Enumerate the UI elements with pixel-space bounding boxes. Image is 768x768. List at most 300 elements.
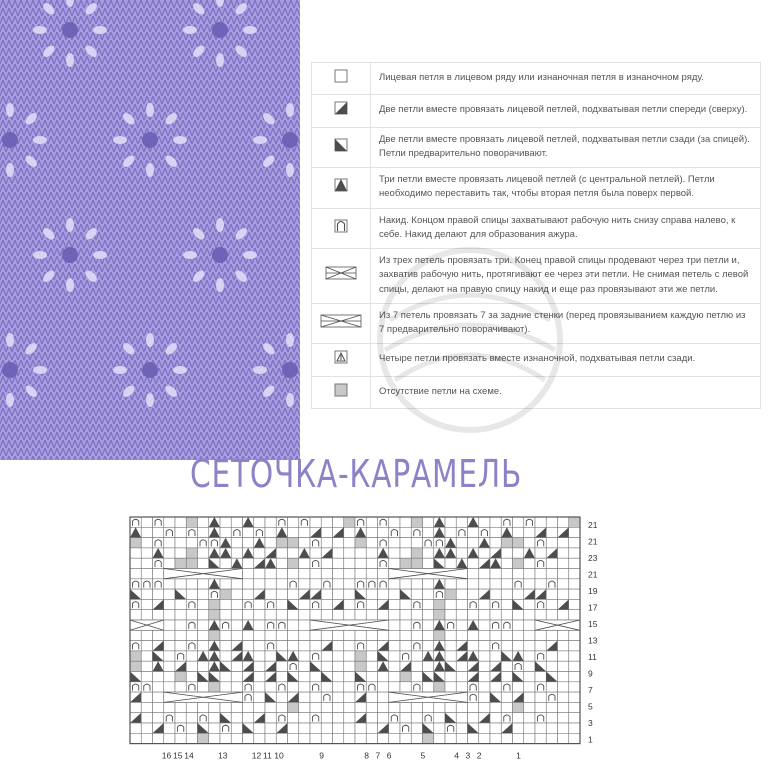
chart-cell [186,641,197,651]
chart-cell [321,558,332,568]
chart-cell [434,589,445,599]
chart-cell [479,548,490,558]
chart-cell [546,702,557,712]
chart-cell [355,661,366,671]
chart-cell [546,682,557,692]
chart-cell [243,589,254,599]
chart-cell [220,589,231,599]
chart-cell [276,548,287,558]
chart-cell [400,599,411,609]
chart-cell [310,723,321,733]
chart-cell [243,733,254,743]
chart-cell [355,579,366,589]
chart-cell [333,630,344,640]
chart-cell [276,630,287,640]
chart-cell [209,589,220,599]
chart-cell [501,682,512,692]
chart-cell [333,682,344,692]
chart-cell [243,692,254,702]
lace-hole [173,366,187,374]
chart-cell [423,527,434,537]
chart-cell [524,620,535,630]
chart-cell [175,733,186,743]
legend-description: Четыре петли провязать вместе изнаночной, подхватывая петли сзади. [371,344,761,376]
chart-cell [254,610,265,620]
chart-cell [490,702,501,712]
lace-hole [113,366,127,374]
legend-row [312,127,761,168]
chart-cell [276,713,287,723]
chart-cell [490,651,501,661]
chart-cell [501,692,512,702]
chart-cell [501,589,512,599]
chart-cell [400,651,411,661]
chart-cell [254,661,265,671]
chart-cell [344,723,355,733]
lace-hole [33,136,47,144]
chart-cell [333,589,344,599]
chart-cell [153,527,164,537]
stitch-cluster [62,247,78,263]
chart-cell [198,682,209,692]
chart-cell [310,692,321,702]
chart-cell [220,651,231,661]
chart-cell [243,702,254,712]
chart-cell [310,733,321,743]
chart-cell [389,713,400,723]
chart-cell [186,517,197,527]
chart-cell [378,610,389,620]
chart-cell [265,702,276,712]
chart-cell [423,558,434,568]
chart-cell [468,641,479,651]
legend-symbol-cell [312,63,371,95]
chart-cell [479,527,490,537]
chart-cell [265,589,276,599]
chart-cell [479,651,490,661]
chart-cell [456,661,467,671]
chart-cell [546,610,557,620]
chart-cell [411,672,422,682]
chart-cell [501,538,512,548]
chart-cell [209,702,220,712]
chart-cell [310,702,321,712]
chart-cell [389,589,400,599]
chart-cell [501,517,512,527]
chart-cell [130,548,141,558]
chart-cell [231,548,242,558]
chart-cell [378,558,389,568]
chart-cell [569,661,580,671]
chart-cell [535,641,546,651]
chart-cell [456,733,467,743]
chart-cell [400,733,411,743]
chart-cell [524,692,535,702]
chart-cell [276,538,287,548]
lace-hole [146,103,154,117]
chart-cell [231,579,242,589]
lace-hole [253,366,267,374]
chart-cell [265,630,276,640]
chart-cell [321,702,332,712]
chart-cell [535,599,546,609]
chart-cell [164,599,175,609]
chart-cell [558,579,569,589]
chart-cell [513,558,524,568]
chart-cell [243,641,254,651]
lace-hole [286,103,294,117]
chart-cell [501,733,512,743]
lace-hole [243,251,257,259]
chart-cell [265,538,276,548]
chart-cell [479,661,490,671]
chart-cell [141,641,152,651]
chart-cell [344,692,355,702]
chart-cell [400,713,411,723]
chart-cell [220,558,231,568]
chart-cell [513,579,524,589]
chart-cell [164,620,175,630]
chart-cell [569,702,580,712]
chart-cell [243,558,254,568]
chart-cell [513,538,524,548]
chart-cell [378,589,389,599]
chart-cell [153,682,164,692]
chart-cell [355,558,366,568]
chart-cell [535,682,546,692]
chart-cell [558,713,569,723]
chart-cell [333,733,344,743]
chart-cell [254,672,265,682]
chart-cell [445,651,456,661]
chart-cell [175,527,186,537]
chart-cell [434,733,445,743]
chart-cell [513,569,524,579]
chart-cell [501,620,512,630]
chart-cell [276,610,287,620]
chart-cell [141,527,152,537]
chart-cell [355,569,366,579]
chart-cell [569,579,580,589]
chart-cell [130,579,141,589]
chart-cell [468,538,479,548]
chart-cell [490,610,501,620]
chart-cell [423,599,434,609]
chart-cell [198,620,209,630]
chart-cell [243,682,254,692]
chart-cell [299,579,310,589]
chart-cell [141,692,152,702]
chart-cell [468,630,479,640]
chart-cell [288,517,299,527]
chart-cell [220,579,231,589]
legend-row [312,376,761,408]
chart-cell [164,713,175,723]
row-number-label: 19 [588,586,598,597]
chart-cell [535,672,546,682]
chart-cell [231,589,242,599]
chart-cell [524,651,535,661]
chart-cell [535,538,546,548]
lace-hole [93,26,107,34]
chart-cell [524,630,535,640]
legend-row [312,303,761,344]
chart-cell [535,702,546,712]
empty-square-icon [334,69,348,83]
chart-cell [141,548,152,558]
chart-cell [198,733,209,743]
lace-hole [6,333,14,347]
chart-cell [456,723,467,733]
chart-cell [434,599,445,609]
k2tog-left-icon [334,138,348,152]
chart-cell [378,517,389,527]
chart-cell [333,723,344,733]
chart-cell [468,610,479,620]
chart-cell [141,599,152,609]
chart-cell [288,630,299,640]
row-number-label: 23 [588,553,598,564]
chart-cell [400,620,411,630]
chart-cell [209,682,220,692]
lace-hole [93,251,107,259]
chart-cell [490,620,501,630]
chart-cell [243,527,254,537]
no-stitch-icon [334,383,348,397]
chart-cell [366,661,377,671]
chart-cell [243,569,254,579]
chart-cell [445,641,456,651]
column-number-label: 4 [454,750,459,761]
chart-cell [321,682,332,692]
chart-cell [569,558,580,568]
chart-cell [445,610,456,620]
chart-cell [164,733,175,743]
chart-cell [321,589,332,599]
chart-cell [456,713,467,723]
chart-cell [141,589,152,599]
chart-cell [389,651,400,661]
chart-cell [141,723,152,733]
lace-hole [66,218,74,232]
chart-cell [186,733,197,743]
chart-cell [164,517,175,527]
chart-cell [153,517,164,527]
chart-cell [479,733,490,743]
chart-cell [333,641,344,651]
chart-cell [254,702,265,712]
chart-cell [299,733,310,743]
chart-cell [558,548,569,558]
chart-cell [389,599,400,609]
chart-cell [411,599,422,609]
chart-cell [513,641,524,651]
chart-cell [456,527,467,537]
chart-cell [569,672,580,682]
chart-cell [468,733,479,743]
chart-cell [209,630,220,640]
chart-cell [445,723,456,733]
chart-cell [490,733,501,743]
chart-cell [456,682,467,692]
chart-cell [400,579,411,589]
chart-cell [310,682,321,692]
chart-cell [456,589,467,599]
row-number-label: 3 [588,718,593,728]
chart-cell [501,702,512,712]
chart-cell [220,610,231,620]
chart-cell [141,672,152,682]
chart-cell [423,641,434,651]
chart-cell [445,527,456,537]
chart-cell [276,569,287,579]
chart-cell [220,672,231,682]
chart-cell [141,579,152,589]
chart-cell [456,702,467,712]
chart-cell [434,702,445,712]
chart-cell [490,641,501,651]
legend-table [311,62,761,409]
chart-cell [558,641,569,651]
chart-cell [535,692,546,702]
chart-cell [400,641,411,651]
chart-cell [130,517,141,527]
chart-cell [366,558,377,568]
legend-row [312,95,761,127]
chart-cell [186,651,197,661]
chart-cell [198,589,209,599]
chart-cell [378,569,389,579]
lace-hole [216,278,224,292]
chart-cell [130,569,141,579]
chart-cell [276,599,287,609]
row-number-label: 11 [588,652,597,663]
chart-cell [366,599,377,609]
chart-cell [186,538,197,548]
row-number-label: 9 [588,668,593,679]
chart-cell [164,672,175,682]
chart-cell [490,599,501,609]
chart-cell [378,630,389,640]
lace-hole [216,53,224,67]
chart-cell [400,610,411,620]
chart-cell [175,641,186,651]
chart-cell [265,527,276,537]
chart-cell [276,579,287,589]
chart-cell [344,538,355,548]
chart-cell [366,538,377,548]
chart-cell [389,620,400,630]
chart-cell [513,517,524,527]
chart-cell [411,517,422,527]
chart-cell [434,713,445,723]
chart-cell [310,630,321,640]
chart-cell [344,682,355,692]
chart-cell [389,641,400,651]
chart-cell [423,517,434,527]
chart-cell [355,702,366,712]
chart-cell [231,723,242,733]
chart-cell [344,702,355,712]
chart-cell [423,682,434,692]
row-number-label: 17 [588,602,598,613]
chart-cell [468,599,479,609]
lace-hole [183,251,197,259]
stitch-cluster [62,22,78,38]
chart-cell [479,517,490,527]
chart-cell [299,569,310,579]
chart-cell [344,599,355,609]
chart-cell [513,589,524,599]
chart-cell [175,610,186,620]
chart-cell [546,713,557,723]
chart-cell [141,558,152,568]
stitch-cluster [2,132,18,148]
lace-hole [286,333,294,347]
chart-cell [468,589,479,599]
chart-cell [310,599,321,609]
chart-cell [299,702,310,712]
chart-cell [254,579,265,589]
chart-cell [333,579,344,589]
chart-cell [535,558,546,568]
chart-cell [175,702,186,712]
chart-cell [209,599,220,609]
lace-hole [66,278,74,292]
chart-cell [344,651,355,661]
chart-cell [299,651,310,661]
chart-cell [558,682,569,692]
chart-cell [288,641,299,651]
chart-cell [434,630,445,640]
column-number-label: 10 [274,750,284,761]
chart-cell [411,610,422,620]
chart-cell [501,548,512,558]
chart-cell [400,630,411,640]
chart-cell [501,713,512,723]
chart-cell [423,538,434,548]
chart-cell [265,682,276,692]
chart-cell [546,733,557,743]
chart-cell [513,661,524,671]
chart-cell [535,630,546,640]
row-number-label: 5 [588,701,593,712]
seven-from-seven-icon [320,314,362,328]
lace-hole [253,136,267,144]
chart-cell [186,682,197,692]
chart-cell [366,610,377,620]
chart-cell [153,558,164,568]
chart-cell [558,569,569,579]
legend-description: Три петли вместе провязать лицевой петлей (с центральной петлей). Петли необходимо переставить так, чтобы вторая петля была поверх первой. [371,168,761,209]
chart-cell [288,610,299,620]
three-from-three-icon [325,266,357,280]
chart-cell [569,569,580,579]
row-number-label: 13 [588,635,598,646]
chart-cell [299,538,310,548]
legend-symbol-cell [312,127,371,168]
row-number-label: 21 [588,520,598,531]
chart-cell [231,527,242,537]
chart-cell [366,713,377,723]
chart-cell [411,713,422,723]
chart-cell [389,723,400,733]
legend-description: Две петли вместе провязать лицевой петлей, подхватывая петли спереди (сверху). [371,95,761,127]
chart-cell [524,672,535,682]
chart-cell [276,589,287,599]
stitch-cluster [212,22,228,38]
legend-description: Накид. Концом правой спицы захватывают рабочую нить снизу справа налево, к себе. Накид делают для образования ажура. [371,208,761,249]
